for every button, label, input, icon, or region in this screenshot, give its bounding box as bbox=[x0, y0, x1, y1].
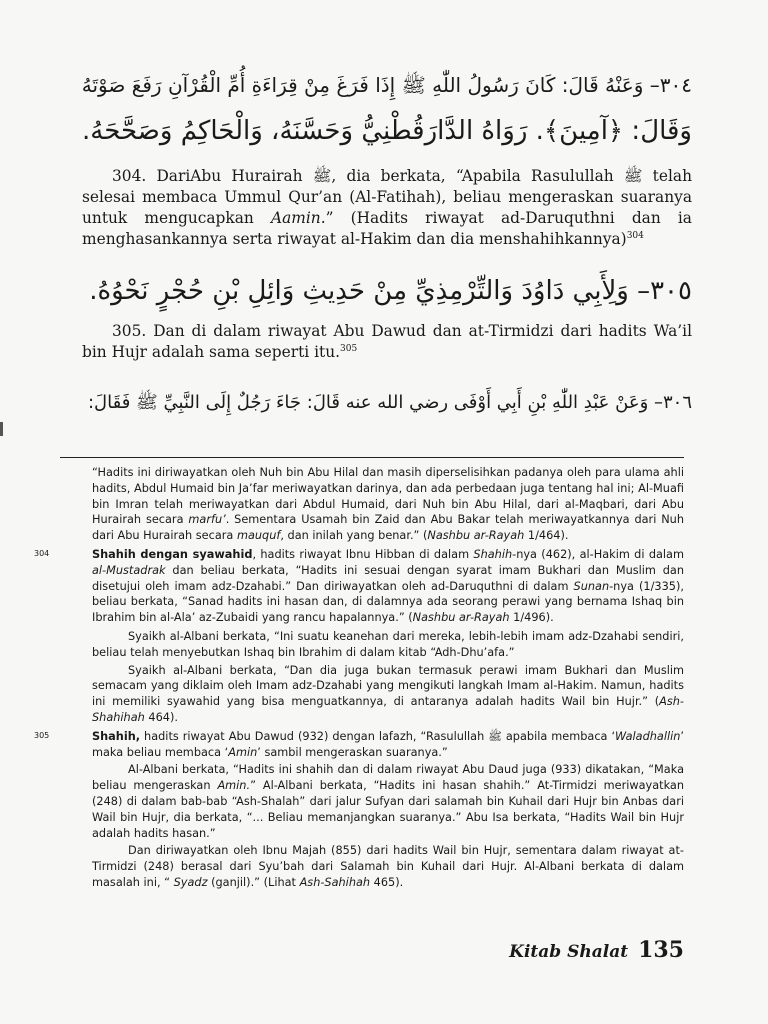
radhiyallahu-anhu-glyph: ﷺ bbox=[312, 167, 332, 185]
footnote-number-304: 304 bbox=[34, 548, 50, 558]
translation-305: 305. Dan di dalam riwayat Abu Dawud dan at-Tirmidzi dari hadits Wa’il bin Hujr adalah sama seperti itu.$^{305}$ bbox=[82, 322, 692, 361]
arabic-hadith-304-line-2: وَقَالَ: ﴿آمِينَ﴾. رَوَاهُ الدَّارَقُطْنِيُّ وَحَسَّنَهُ، وَالْحَاكِمُ وَصَحَّحَهُ. bbox=[82, 116, 692, 146]
footnote-separator bbox=[60, 457, 684, 458]
arabic-hadith-306: ٣٠٦– وَعَنْ عَبْدِ اللّٰهِ بْنِ أَبِي أَوْفَى رضي الله عنه قَالَ: جَاءَ رَجُلٌ إِلَى النَّبِيِّ ﷺ فَقَالَ: bbox=[87, 392, 692, 413]
arabic-hadith-304-line-1: ٣٠٤– وَعَنْهُ قَالَ: كَانَ رَسُولُ اللّٰهِ ﷺ إِذَا فَرَغَ مِنْ قِرَاءَةِ أُمِّ الْقُرْآنِ رَفَعَ صَوْتَهُ bbox=[81, 73, 692, 97]
footnotes bbox=[34, 465, 685, 891]
footnote-ref-304: 304 bbox=[626, 230, 644, 241]
footnote-ref-305: 305 bbox=[340, 343, 358, 354]
running-title: Kitab Shalat bbox=[509, 942, 629, 962]
footnote-number-305: 305 bbox=[34, 730, 50, 740]
footnote-305: 305 Shahih, hadits riwayat Abu Dawud (932) dengan lafazh, “Rasulullah ﷺ apabila membaca ‘Waladhallin’ maka beliau membaca ‘Amin’ sambil mengeraskan suaranya.” bbox=[34, 729, 685, 759]
footnote-305-ibnu-majah: Dan diriwayatkan oleh Ibnu Majah (855) dari hadits Wail bin Hujr, sementara dalam riwayat at-Tirmidzi (248) berasal dari Syu’bah dari Salamah bin Kuhail dari Hujr. Al-Albani berkata di dalam masalah ini, “ Syadz (ganjil).” (Lihat Ash-Sahihah 465). bbox=[92, 844, 684, 889]
footnote-304-albani-1: Syaikh al-Albani berkata, “Ini suatu keanehan dari mereka, lebih-lebih imam adz-Dzahabi sendiri, beliau telah menyebutkan Ishaq bin Ibrahim di dalam kitab “Adh-Dhu’afa.” bbox=[92, 629, 684, 659]
translation-304: 304. DariAbu Hurairah ﷺ, dia berkata, “Apabila Rasulullah ﷺ telah selesai membaca Ummul Qur’an (Al-Fatihah), beliau mengeraskan suaranya untuk mengucapkan Aamin.” (Hadits riwayat ad-Daruquthni dan ia menghasankannya serta riwayat al-Hakim dan dia menshahihkannya)$^{304}$ bbox=[82, 167, 692, 248]
footnote-305-albani: Al-Albani berkata, “Hadits ini shahih dan di dalam riwayat Abu Daud juga (933) dikatakan, “Maka beliau mengeraskan Amin.” Al-Albani berkata, “Hadits ini hasan shahih.” At-Tirmidzi meriwayatkan (248) di dalam bab-bab “Ash-Shalah” dari jalur Sufyan dari salamah bin Kuhail dari Hujr bin Anbas dari Wail bin Hujr, dia berkata, “... Beliau memanjangkan suaranya.” Abu Isa berkata, “Hadits Wail bin Hujr adalah hadits hasan.” bbox=[92, 763, 684, 840]
salawat-glyph: ﷺ bbox=[623, 167, 643, 185]
page-edge-mark bbox=[0, 422, 3, 436]
footnote-continuation: “Hadits ini diriwayatkan oleh Nuh bin Abu Hilal dan masih diperselisihkan padanya oleh para ulama ahli hadits, Abdul Humaid bin Ja’far meriwayatkan darinya, dan ada perbedaan juga tentang hal ini; Al-Muafi bin Imran telah meriwayatkan dari Abdul Humaid, dari Nuh bin Abu Hilal, dari al-Maqbari, dari Abu Hurairah secara marfu’. Sementara Usamah bin Zaid dan Abu Bakar telah meriwayatkannya dari Nuh dari Abu Hurairah secara mauquf, dan inilah yang benar.” (Nashbu ar-Rayah 1/464). bbox=[92, 466, 684, 543]
arabic-hadith-305: ٣٠٥– وَلِأَبِي دَاوُدَ وَالتِّرْمِذِيِّ مِنْ حَدِيثِ وَائِلِ بْنِ حُجْرٍ نَحْوُهُ. bbox=[89, 276, 692, 306]
footnote-304-albani-2: Syaikh al-Albani berkata, “Dan dia juga bukan termasuk perawi imam Bukhari dan Muslim semacam yang diklaim oleh Imam adz-Dzahabi yang mengikuti langkah Imam al-Hakim. Namun, hadits ini memiliki syawahid yang bisa menguatkannya, di antaranya adalah hadits Wail bin Hujr.” (Ash-Shahihah 464). bbox=[92, 663, 684, 724]
page-footer bbox=[480, 937, 684, 963]
salawat-glyph: ﷺ bbox=[488, 729, 502, 743]
footnote-304: 304 Shahih dengan syawahid, hadits riwayat Ibnu Hibban di dalam Shahih-nya (462), al-Hakim di dalam al-Mustadrak dan beliau berkata, “Hadits ini sesuai dengan syarat imam Bukhari dan Muslim dan disetujui oleh imam adz-Dzahabi.” Dan diriwayatkan oleh ad-Daruquthni di dalam Sunan-nya (1/335), beliau berkata, “Sanad hadits ini hasan dan, di dalamnya ada seorang perawi yang bernama Ishaq bin Ibrahim bin al-Ala’ az-Zubaidi yang rancu hapalannya.” (Nashbu ar-Rayah 1/496). bbox=[34, 547, 684, 625]
page-number: 135 bbox=[638, 937, 684, 963]
